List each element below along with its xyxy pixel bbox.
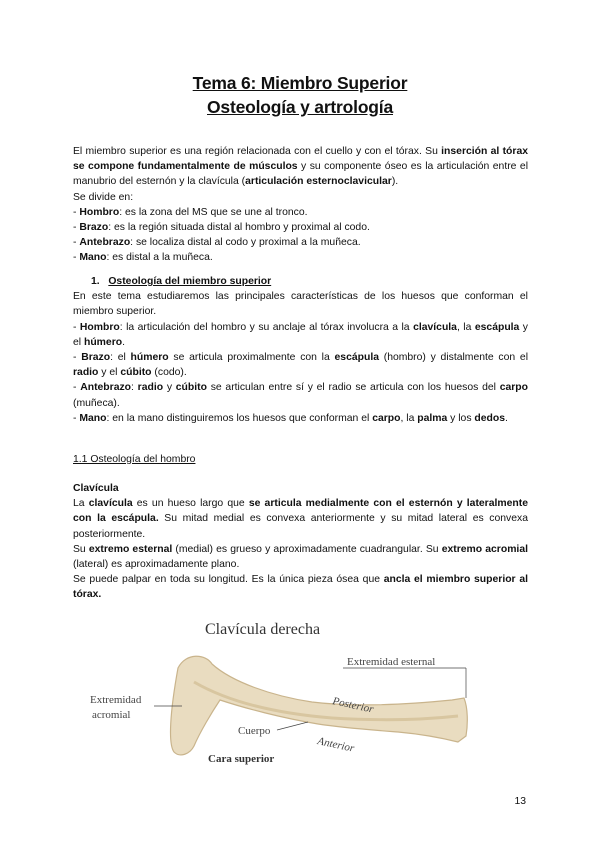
section-1 — [73, 274, 528, 426]
list-item: - Brazo: es la región situada distal al hombro y proximal al codo. — [73, 222, 370, 234]
label-sternal: Extremidad esternal — [347, 656, 436, 668]
document-title: Tema 6: Miembro Superior — [192, 73, 408, 93]
section-intro: En este tema estudiaremos las principales características de los huesos que conforman el miembro superior. — [73, 291, 528, 318]
label-acromial-1: Extremidad — [90, 694, 142, 706]
intro-block — [73, 144, 528, 266]
subsection-title: 1.1 Osteología del hombro — [73, 454, 196, 465]
page-number: 13 — [514, 796, 526, 807]
label-view: Cara superior — [208, 753, 275, 765]
section-heading: 1. Osteología del miembro superior — [91, 276, 272, 287]
clavicle-paragraph-1: La clavícula es un hueso largo que se articula medialmente con el esternón y lateralmente con la escápula. Su mitad medial es convexa anteriormente y su mitad lateral es convexa posteriormente. — [73, 498, 528, 540]
label-acromial-2: acromial — [92, 709, 131, 721]
figure-title: Clavícula derecha — [205, 621, 321, 638]
list-item: - Mano: es distal a la muñeca. — [73, 252, 213, 264]
list-item: - Hombro: es la zona del MS que se une al tronco. — [73, 206, 308, 218]
leader-body — [277, 722, 308, 730]
list-item: - Antebrazo: se localiza distal al codo y proximal a la muñeca. — [73, 237, 361, 249]
label-posterior: Posterior — [331, 695, 375, 716]
intro-paragraph: El miembro superior es una región relacionada con el cuello y con el tórax. Su inserción al tórax se compone fundamentalmente de músculos y su componente óseo es la articulación entre el manubrio del esternón y la clavícula (articulación esternoclavicular). — [73, 146, 529, 188]
hombro-paragraph: - Hombro: la articulación del hombro y su anclaje al tórax involucra a la clavícula, la escápula y el húmero. — [73, 321, 528, 348]
label-anterior: Anterior — [316, 735, 356, 755]
document-subtitle: Osteología y artrología — [207, 97, 393, 117]
clavicle-paragraph-3: Se puede palpar en toda su longitud. Es la única pieza ósea que ancla el miembro superior al tórax. — [73, 574, 528, 601]
divide-line: Se divide en: — [73, 191, 134, 203]
antebrazo-paragraph: - Antebrazo: radio y cúbito se articulan entre sí y el radio se articula con los huesos del carpo (muñeca). — [73, 382, 528, 409]
clavicle-figure — [82, 612, 482, 774]
mano-paragraph: - Mano: en la mano distinguiremos los huesos que conforman el carpo, la palma y los dedos. — [73, 412, 508, 424]
brazo-paragraph: - Brazo: el húmero se articula proximalmente con la escápula (hombro) y distalmente con el radio y el cúbito (codo). — [73, 352, 528, 379]
label-body: Cuerpo — [238, 725, 271, 737]
clavicle-block — [73, 481, 528, 603]
clavicle-heading: Clavícula — [73, 483, 119, 494]
clavicle-paragraph-2: Su extremo esternal (medial) es grueso y aproximadamente cuadrangular. Su extremo acromial (lateral) es aproximadamente plano. — [73, 543, 528, 571]
